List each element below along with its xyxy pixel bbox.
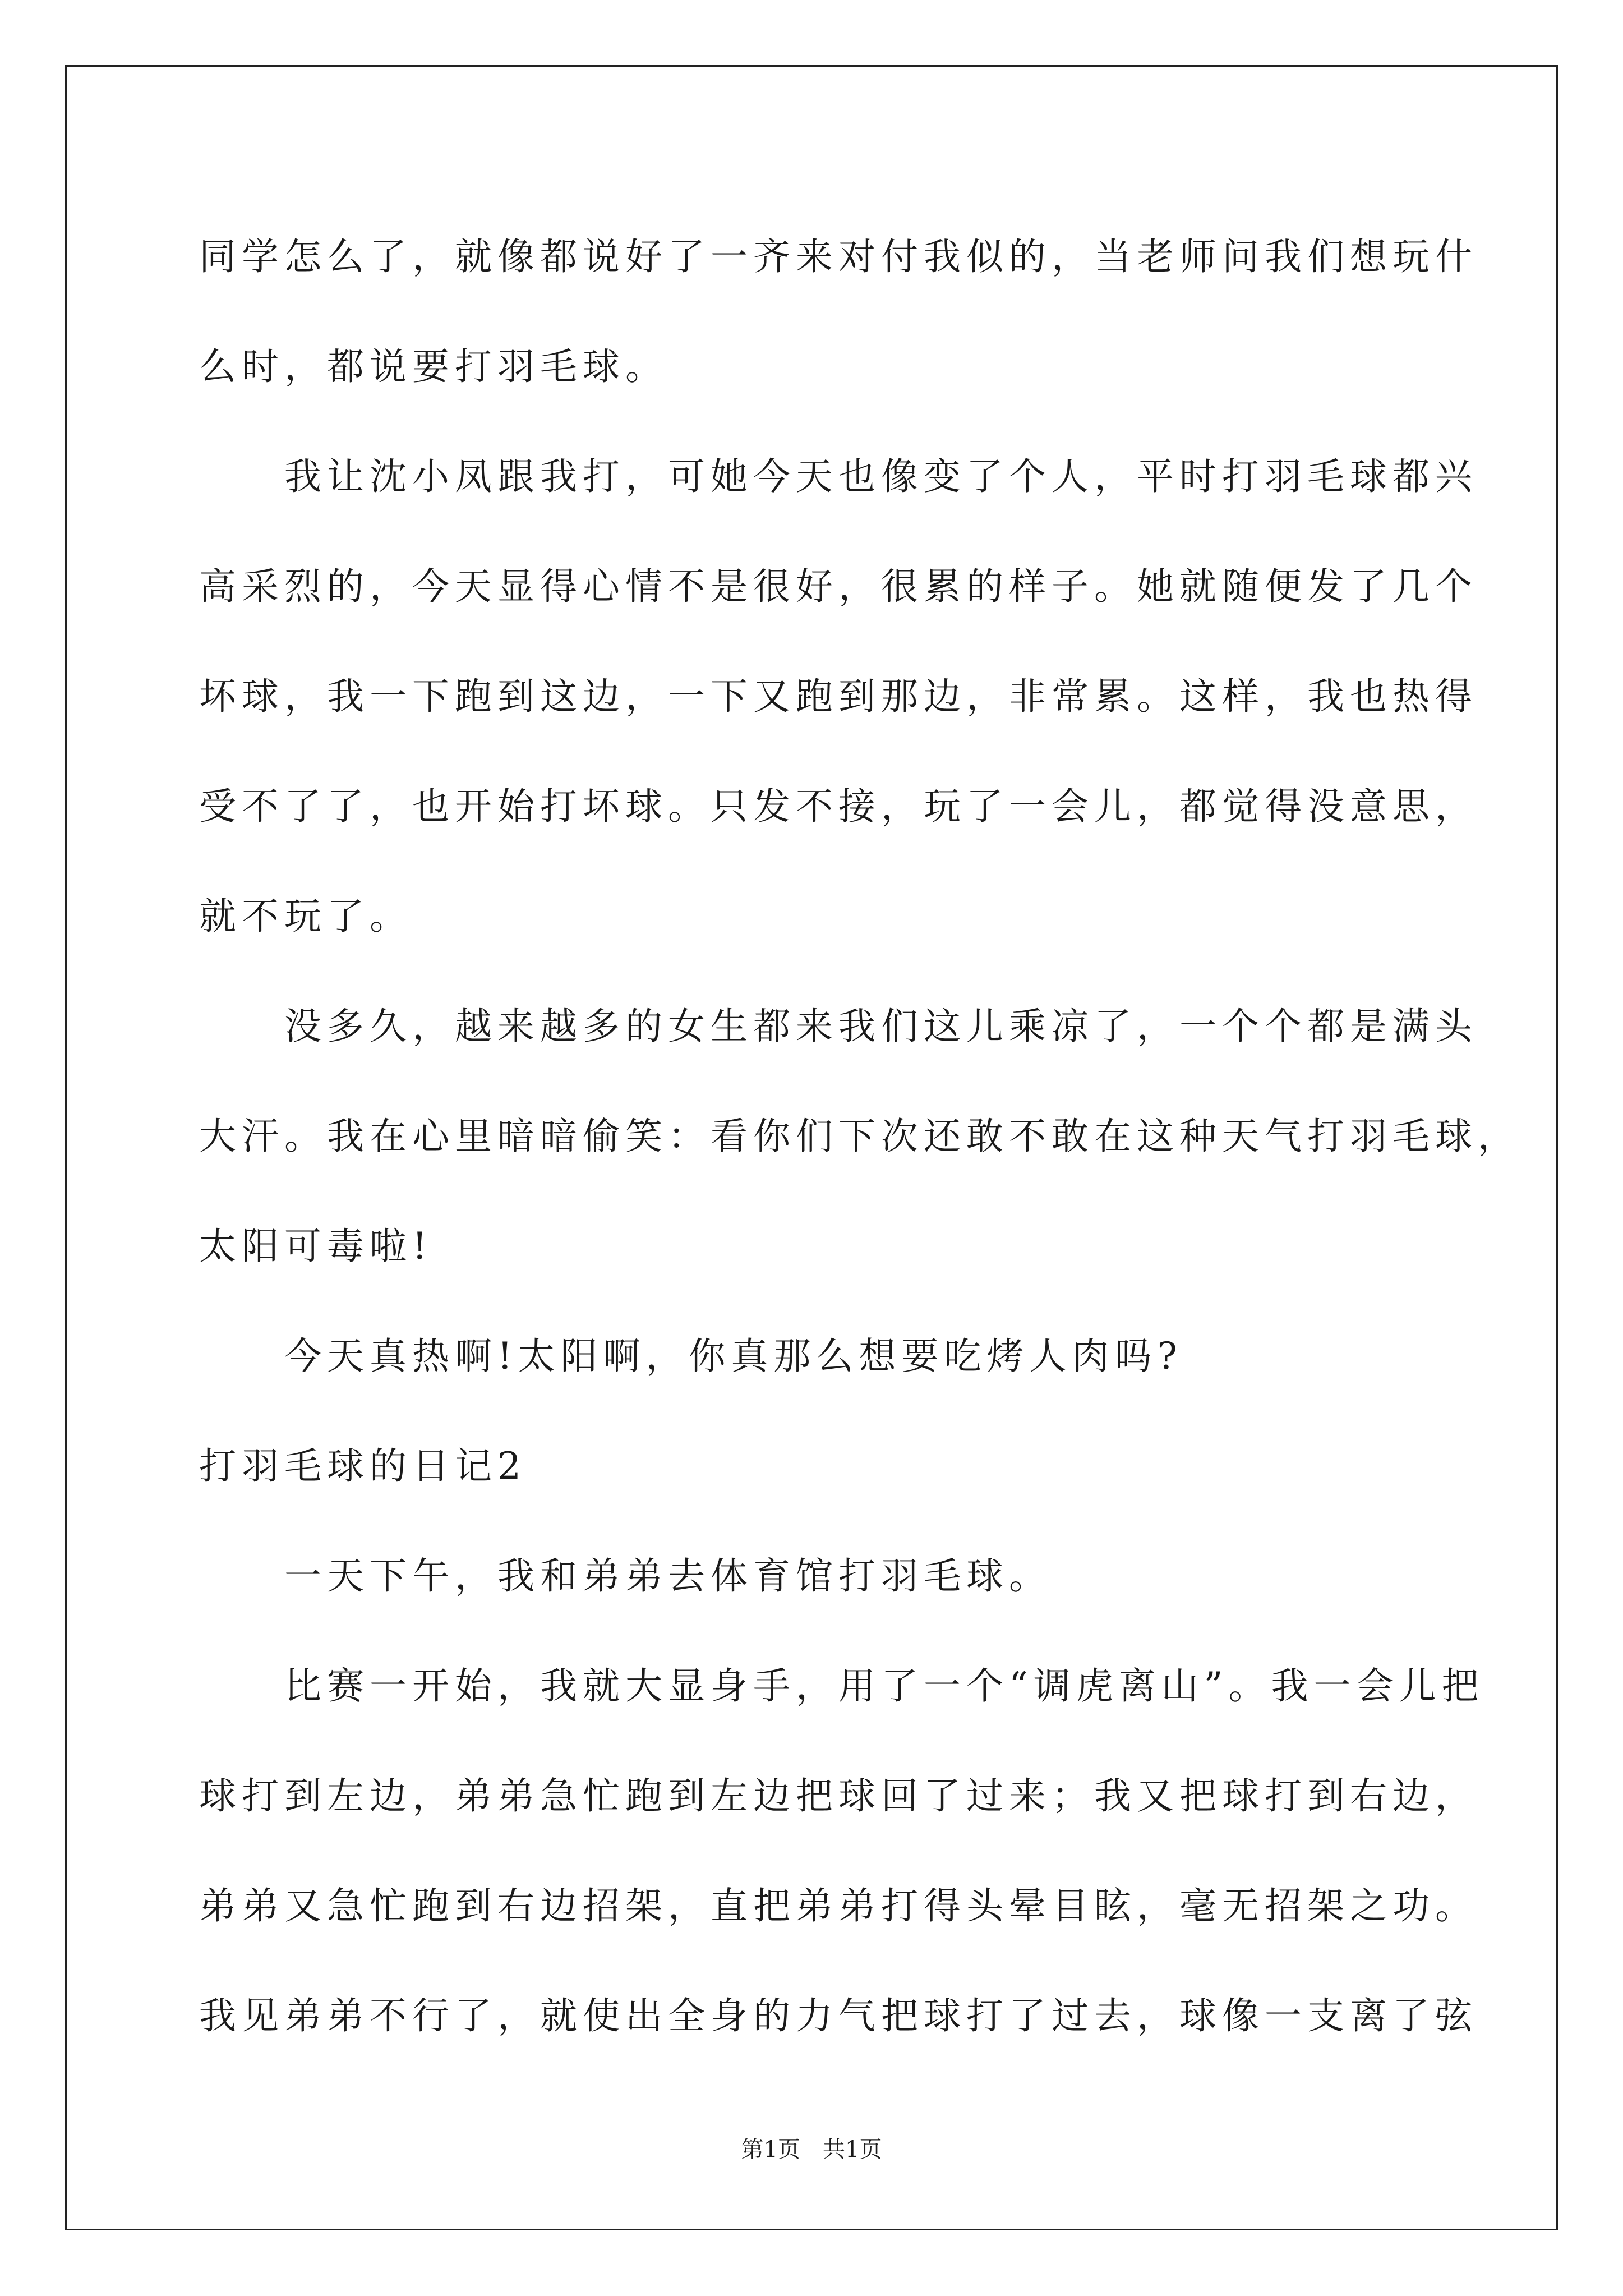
text-line-5: 坏球，我一下跑到这边，一下又跑到那边，非常累。这样，我也热得 [199, 675, 1478, 718]
text-line-3: 我让沈小凤跟我打，可她今天也像变了个人，平时打羽毛球都兴 [284, 455, 1478, 498]
text-line-10: 太阳可毒啦! [199, 1225, 433, 1268]
text-line-14: 比赛一开始，我就大显身手，用了一个“调虎离山”。我一会儿把 [284, 1664, 1484, 1708]
page-count: 共1页 [823, 2137, 882, 2162]
page-footer [0, 2133, 1623, 2166]
text-line-7: 就不玩了。 [199, 895, 412, 938]
text-line-15: 球打到左边，弟弟急忙跑到左边把球回了过来；我又把球打到右边， [199, 1774, 1478, 1818]
document-body [199, 202, 1520, 2071]
text-line-11: 今天真热啊!太阳啊，你真那么想要吃烤人肉吗? [284, 1335, 1183, 1378]
text-line-4: 高采烈的，今天显得心情不是很好，很累的样子。她就随便发了几个 [199, 565, 1478, 608]
text-line-17: 我见弟弟不行了，就使出全身的力气把球打了过去，球像一支离了弦 [199, 1994, 1478, 2037]
text-line-9: 大汗。我在心里暗暗偷笑：看你们下次还敢不敢在这种天气打羽毛球， [199, 1115, 1520, 1158]
page-number: 第1页 [741, 2137, 800, 2162]
text-line-2: 么时，都说要打羽毛球。 [199, 345, 668, 388]
text-line-13: 一天下午，我和弟弟去体育馆打羽毛球。 [284, 1554, 1052, 1598]
text-line-8: 没多久，越来越多的女生都来我们这儿乘凉了，一个个都是满头 [284, 1005, 1478, 1048]
section-heading: 打羽毛球的日记2 [199, 1444, 527, 1488]
text-line-6: 受不了了，也开始打坏球。只发不接，玩了一会儿，都觉得没意思， [199, 785, 1478, 828]
text-line-16: 弟弟又急忙跑到右边招架，直把弟弟打得头晕目眩，毫无招架之功。 [199, 1884, 1478, 1927]
text-line-1: 同学怎么了，就像都说好了一齐来对付我似的，当老师问我们想玩什 [199, 235, 1478, 278]
